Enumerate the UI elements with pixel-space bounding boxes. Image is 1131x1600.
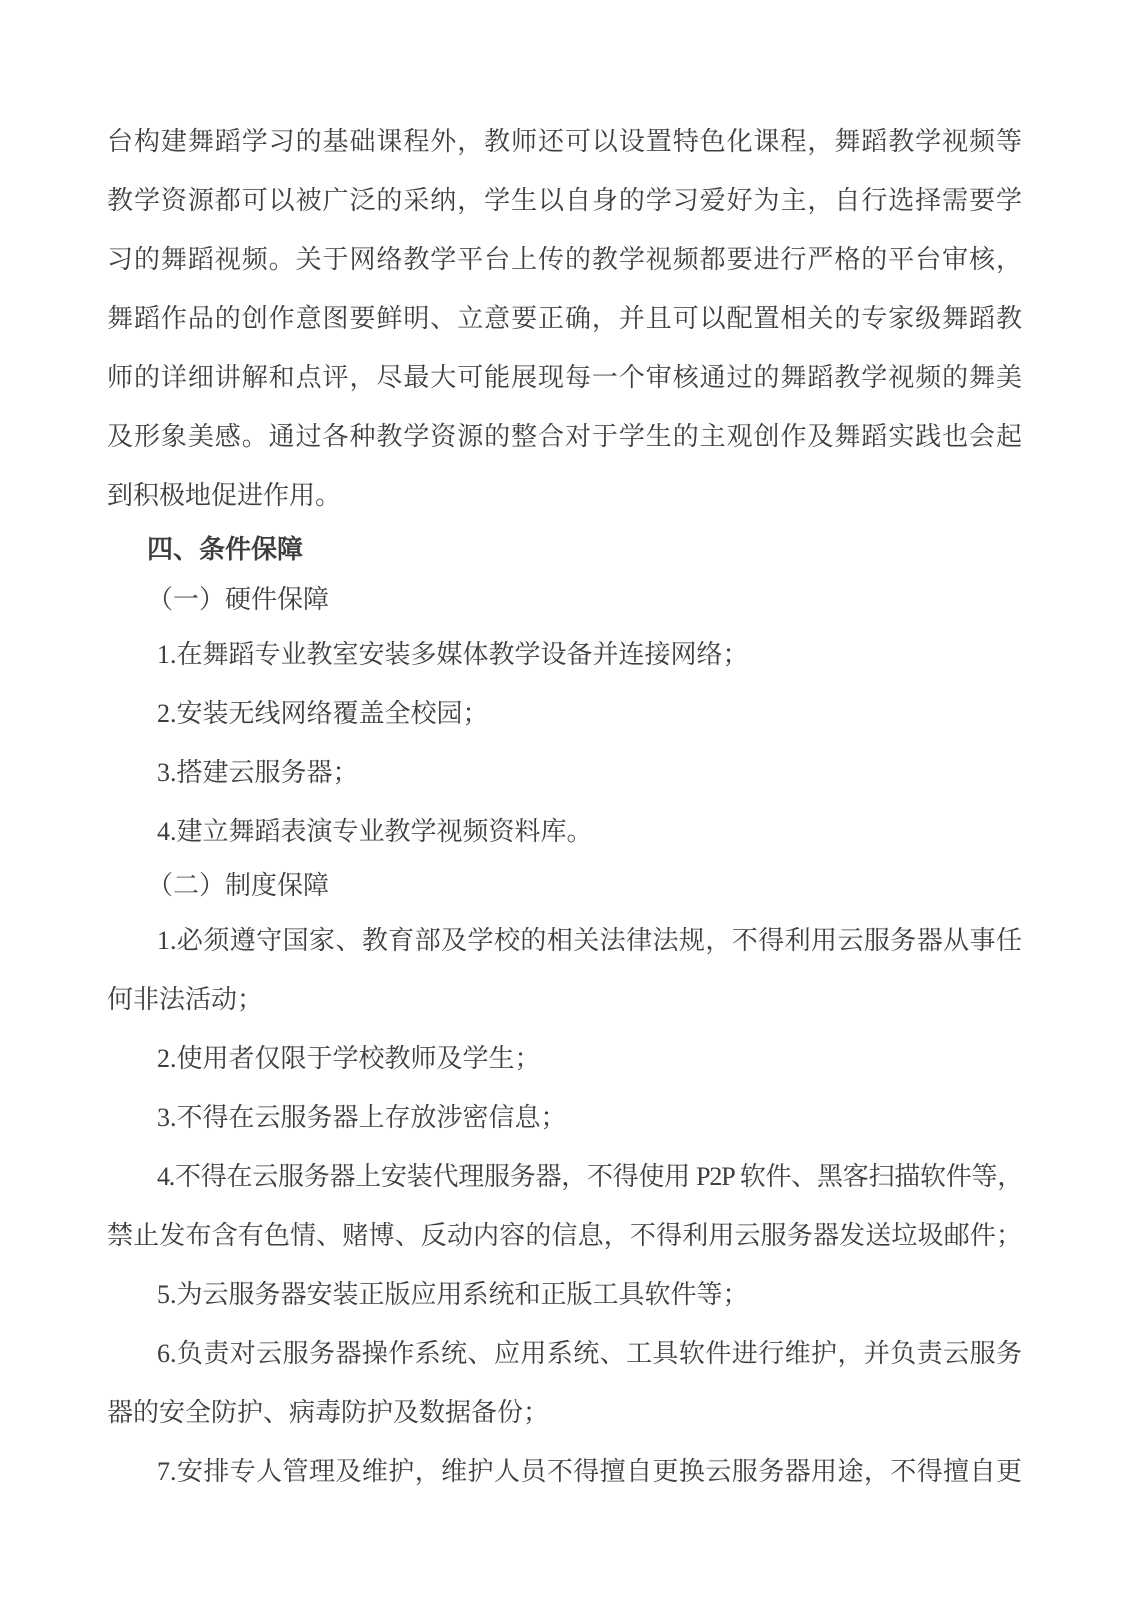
policy-list-item-4-continuation: 禁止发布含有色情、赌博、反动内容的信息，不得利用云服务器发送垃圾邮件； bbox=[107, 1221, 1022, 1250]
policy-list-item-5: 5.为云服务器安装正版应用系统和正版工具软件等； bbox=[157, 1280, 749, 1309]
policy-list-item-6-continuation: 器的安全防护、病毒防护及数据备份； bbox=[107, 1398, 550, 1427]
paragraph-line: 及形象美感。通过各种教学资源的整合对于学生的主观创作及舞蹈实践也会起 bbox=[107, 422, 1022, 451]
paragraph-line: 习的舞蹈视频。关于网络教学平台上传的教学视频都要进行严格的平台审核， bbox=[107, 245, 1022, 274]
hardware-list-item-3: 3.搭建云服务器； bbox=[157, 758, 359, 787]
hardware-list-item-2: 2.安装无线网络覆盖全校园； bbox=[157, 699, 489, 728]
paragraph-line: 台构建舞蹈学习的基础课程外，教师还可以设置特色化课程，舞蹈教学视频等 bbox=[107, 127, 1022, 156]
subsection-heading-hardware: （一）硬件保障 bbox=[147, 585, 330, 614]
paragraph-line: 教学资源都可以被广泛的采纳，学生以自身的学习爱好为主，自行选择需要学 bbox=[107, 186, 1022, 215]
paragraph-line-last: 到积极地促进作用。 bbox=[107, 481, 342, 510]
policy-list-item-7: 7.安排专人管理及维护，维护人员不得擅自更换云服务器用途，不得擅自更 bbox=[157, 1457, 1022, 1486]
subsection-heading-policy: （二）制度保障 bbox=[147, 871, 330, 900]
policy-list-item-6: 6.负责对云服务器操作系统、应用系统、工具软件进行维护，并负责云服务 bbox=[157, 1339, 1022, 1368]
policy-list-item-1-continuation: 何非法活动； bbox=[107, 985, 264, 1014]
paragraph-line: 师的详细讲解和点评，尽最大可能展现每一个审核通过的舞蹈教学视频的舞美 bbox=[107, 363, 1022, 392]
policy-list-item-3: 3.不得在云服务器上存放涉密信息； bbox=[157, 1103, 567, 1132]
policy-list-item-2: 2.使用者仅限于学校教师及学生； bbox=[157, 1044, 541, 1073]
policy-list-item-1: 1.必须遵守国家、教育部及学校的相关法律法规，不得利用云服务器从事任 bbox=[157, 926, 1022, 955]
section-heading: 四、条件保障 bbox=[147, 535, 304, 564]
hardware-list-item-4: 4.建立舞蹈表演专业教学视频资料库。 bbox=[157, 817, 593, 846]
document-body bbox=[107, 112, 1022, 1501]
hardware-list-item-1: 1.在舞蹈专业教室安装多媒体教学设备并连接网络； bbox=[157, 640, 749, 669]
paragraph-line: 舞蹈作品的创作意图要鲜明、立意要正确，并且可以配置相关的专家级舞蹈教 bbox=[107, 304, 1022, 333]
policy-list-item-4: 4.不得在云服务器上安装代理服务器，不得使用 P2P 软件、黑客扫描软件等， bbox=[157, 1162, 1022, 1191]
